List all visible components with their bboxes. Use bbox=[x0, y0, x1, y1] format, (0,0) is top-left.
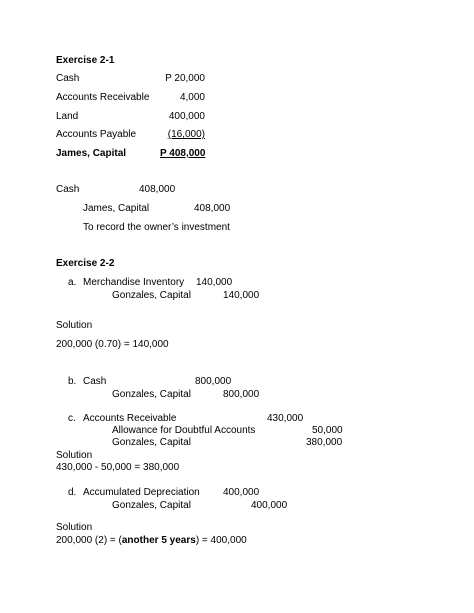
james-capital-label: James, Capital bbox=[56, 148, 127, 159]
accounts-payable-label: Accounts Payable bbox=[56, 129, 137, 140]
item-c-debit-account: Accounts Receivable bbox=[83, 413, 177, 424]
item-b-credit-amount: 800,000 bbox=[223, 389, 260, 400]
item-c-solution-label: Solution bbox=[56, 450, 93, 461]
item-c-solution: 430,000 - 50,000 = 380,000 bbox=[56, 462, 180, 473]
journal-debit-amount: 408,000 bbox=[139, 184, 176, 195]
item-d-debit-account: Accumulated Depreciation bbox=[83, 487, 200, 498]
accounts-receivable-label: Accounts Receivable bbox=[56, 92, 150, 103]
accounts-payable-amount: (16,000) bbox=[167, 129, 205, 140]
item-c-debit-amount: 430,000 bbox=[267, 413, 304, 424]
item-a-credit-amount: 140,000 bbox=[223, 290, 260, 301]
item-c-credit1-account: Allowance for Doubtful Accounts bbox=[112, 425, 256, 436]
item-d-solution bbox=[56, 535, 247, 547]
item-a-debit-amount: 140,000 bbox=[196, 277, 233, 288]
item-d-solution-bold: another 5 years bbox=[121, 535, 196, 546]
item-c-credit1-amount: 50,000 bbox=[312, 425, 343, 436]
item-a-credit-account: Gonzales, Capital bbox=[112, 290, 191, 301]
item-a-solution: 200,000 (0.70) = 140,000 bbox=[56, 339, 169, 350]
item-d-credit-account: Gonzales, Capital bbox=[112, 500, 191, 511]
item-b-debit-account: Cash bbox=[83, 376, 107, 387]
item-a-solution-label: Solution bbox=[56, 320, 93, 331]
journal-credit-amount: 408,000 bbox=[194, 203, 231, 214]
item-a-debit-account: Merchandise Inventory bbox=[83, 277, 185, 288]
item-d-solution-label: Solution bbox=[56, 522, 93, 533]
exercise-2-2-title: Exercise 2-2 bbox=[56, 258, 115, 269]
item-a-letter: a. bbox=[68, 277, 77, 288]
exercise-2-1-title: Exercise 2-1 bbox=[56, 55, 115, 66]
item-d-solution-post: ) = 400,000 bbox=[195, 535, 247, 546]
item-b-letter: b. bbox=[68, 376, 77, 387]
item-b-credit-account: Gonzales, Capital bbox=[112, 389, 191, 400]
item-c-letter: c. bbox=[68, 413, 76, 424]
land-amount: 400,000 bbox=[168, 111, 205, 122]
cash-amount: P 20,000 bbox=[165, 73, 205, 84]
journal-memo: To record the owner’s investment bbox=[83, 222, 230, 233]
journal-credit-account: James, Capital bbox=[83, 203, 150, 214]
item-d-solution-pre: 200,000 (2) = ( bbox=[56, 535, 122, 546]
item-b-debit-amount: 800,000 bbox=[195, 376, 232, 387]
cash-label: Cash bbox=[56, 73, 80, 84]
land-label: Land bbox=[56, 111, 79, 122]
item-d-debit-amount: 400,000 bbox=[223, 487, 260, 498]
item-c-credit2-account: Gonzales, Capital bbox=[112, 437, 191, 448]
james-capital-amount: P 408,000 bbox=[160, 148, 206, 159]
item-d-letter: d. bbox=[68, 487, 77, 498]
item-c-credit2-amount: 380,000 bbox=[306, 437, 343, 448]
accounts-receivable-amount: 4,000 bbox=[179, 92, 205, 103]
item-d-credit-amount: 400,000 bbox=[251, 500, 288, 511]
journal-debit-account: Cash bbox=[56, 184, 80, 195]
